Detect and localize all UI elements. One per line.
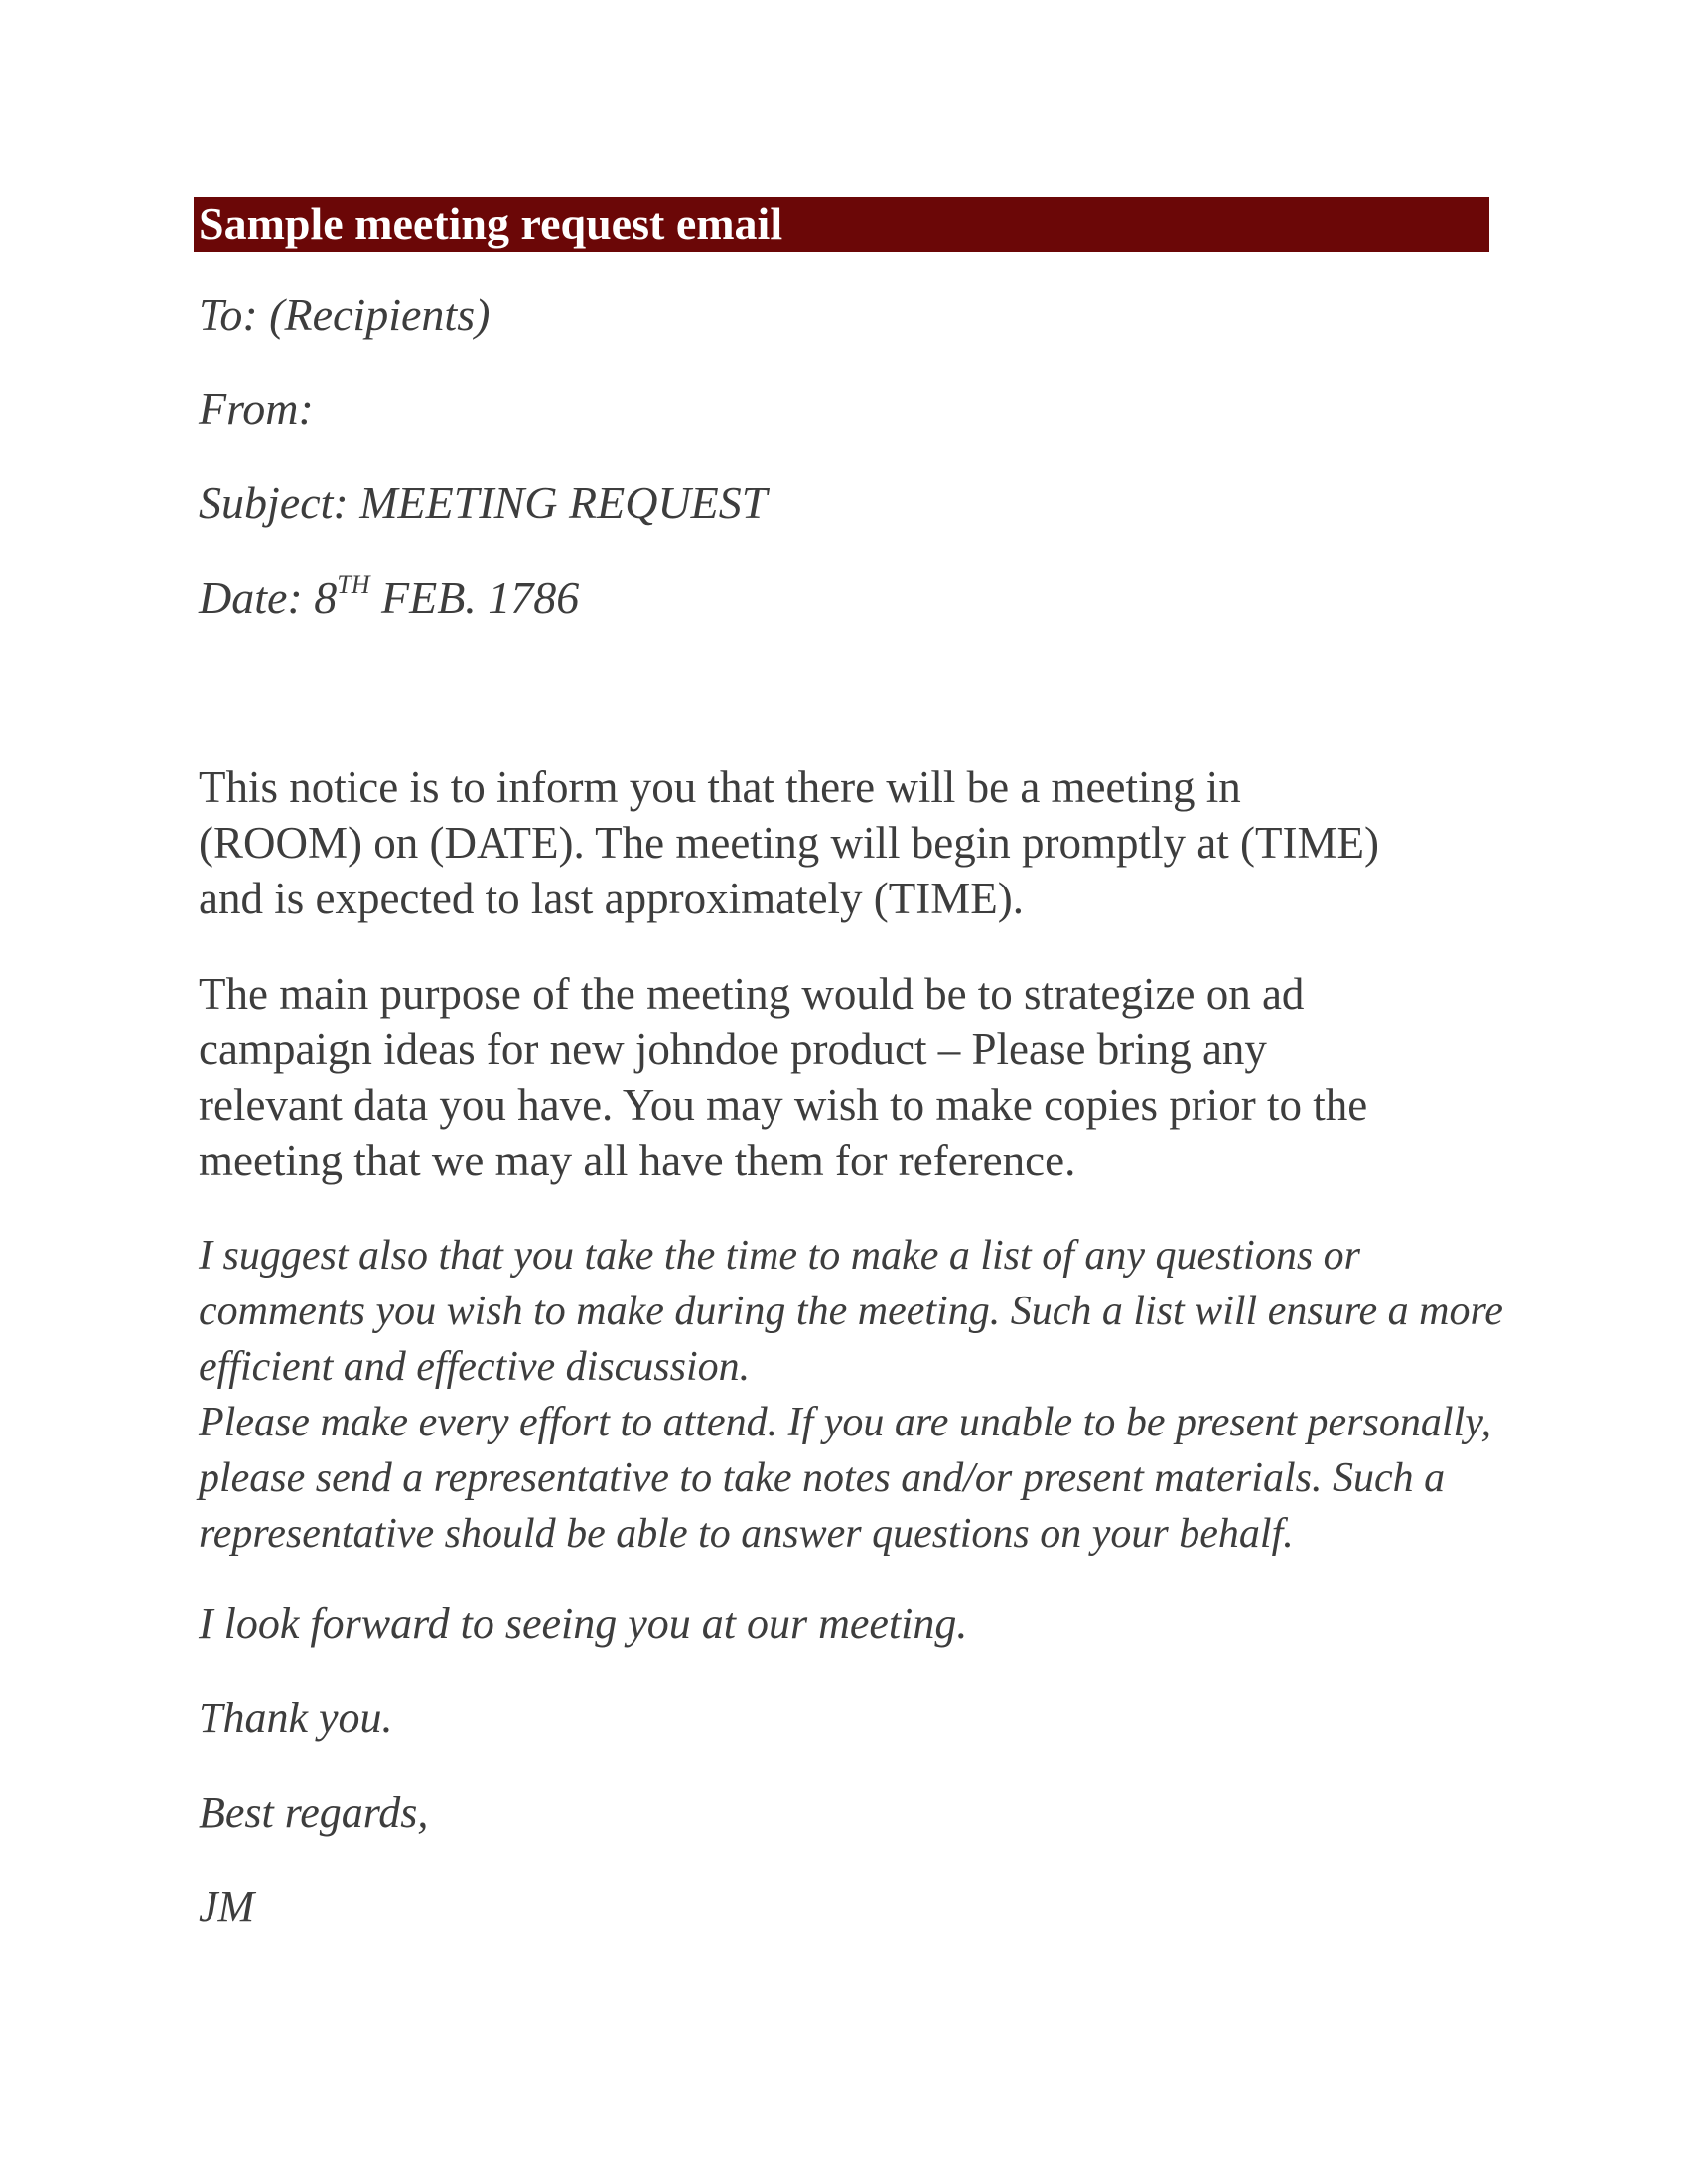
title-banner: [194, 197, 1489, 252]
paragraph-line: comments you wish to make during the meeting. Such a list will ensure a more: [199, 1289, 1503, 1334]
paragraph-line: efficient and effective discussion.: [199, 1344, 751, 1390]
document-title: Sample meeting request email: [199, 199, 783, 249]
subject-line: Subject: MEETING REQUEST: [199, 478, 768, 528]
paragraph-line: I suggest also that you take the time to make a list of any questions or: [199, 1233, 1361, 1279]
paragraph-line: meeting that we may all have them for reference.: [199, 1136, 1076, 1185]
paragraph-line: Please make every effort to attend. If you are unable to be present personally,: [199, 1400, 1492, 1445]
paragraph-purpose: [199, 966, 1499, 1188]
closing-look-forward: I look forward to seeing you at our meeting.: [199, 1599, 968, 1648]
paragraph-suggestion: [199, 1228, 1503, 1562]
paragraph-line: campaign ideas for new johndoe product – Please bring any: [199, 1024, 1267, 1074]
date-superscript: TH: [337, 570, 370, 599]
signature: JM: [199, 1882, 255, 1931]
closing-thank-you: Thank you.: [199, 1694, 393, 1742]
date-prefix: Date: 8: [199, 572, 338, 622]
paragraph-line: and is expected to last approximately (TIME).: [199, 874, 1024, 923]
paragraph-line: please send a representative to take notes and/or present materials. Such a: [199, 1455, 1446, 1501]
date-suffix: FEB. 1786: [369, 572, 580, 622]
paragraph-line: relevant data you have. You may wish to make copies prior to the: [199, 1080, 1368, 1130]
from-line: From:: [199, 383, 314, 434]
paragraph-line: (ROOM) on (DATE). The meeting will begin promptly at (TIME): [199, 818, 1379, 868]
paragraph-notice: [199, 759, 1499, 926]
paragraph-line: The main purpose of the meeting would be to strategize on ad: [199, 969, 1305, 1019]
closing-regards: Best regards,: [199, 1788, 429, 1837]
to-line: To: (Recipients): [199, 289, 491, 340]
paragraph-line: This notice is to inform you that there will be a meeting in: [199, 762, 1241, 812]
date-line: [199, 571, 579, 623]
paragraph-line: representative should be able to answer questions on your behalf.: [199, 1511, 1294, 1557]
